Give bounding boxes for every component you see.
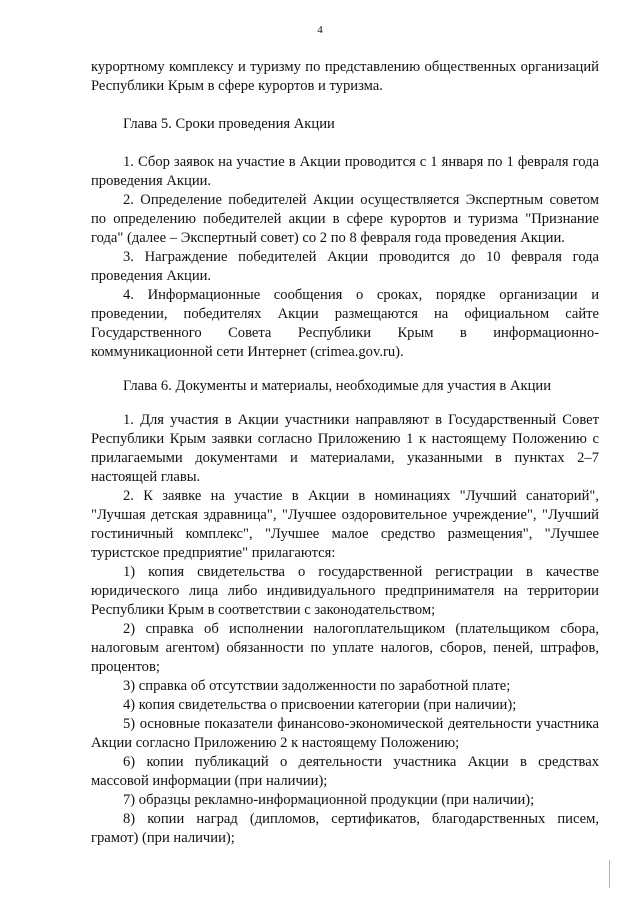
- chapter-6-item: 2. К заявке на участие в Акции в номинациях "Лучший санаторий", "Лучшая детская здравница", "Лучшее оздоровительное учреждение", "Лучший гостиничный комплекс", "Лучшее малое средство размещения", "Лучшее туристское предприятие" прилагаются:: [91, 488, 599, 561]
- intro-continuation: курортному комплексу и туризму по представлению общественных организаций Республики Крым в сфере курортов и туризма.: [91, 59, 599, 94]
- scan-edge-mark: [609, 860, 610, 888]
- chapter-5-item: 4. Информационные сообщения о сроках, порядке организации и проведении, победителях Акции размещаются на официальном сайте Государственного Совета Республики Крым в информационно-коммуникационной сети Интернет (crimea.gov.ru).: [91, 287, 599, 360]
- document-body: [91, 58, 599, 848]
- page-number: 4: [317, 24, 323, 36]
- chapter-6-subitem: 4) копия свидетельства о присвоении категории (при наличии);: [123, 697, 517, 713]
- chapter-6-subitem: 2) справка об исполнении налогоплательщиком (плательщиком сбора, налоговым агентом) обязанности по уплате налогов, сборов, пеней, штрафов, процентов;: [91, 621, 599, 675]
- chapter-6-title: Глава 6. Документы и материалы, необходимые для участия в Акции: [123, 378, 552, 394]
- chapter-6-subitem: 8) копии наград (дипломов, сертификатов, благодарственных писем, грамот) (при наличии);: [91, 811, 599, 846]
- chapter-6-subitem: 3) справка об отсутствии задолженности по заработной плате;: [123, 678, 511, 694]
- chapter-6-item: 1. Для участия в Акции участники направляют в Государственный Совет Республики Крым заявки согласно Приложению 1 к настоящему Положению с прилагаемыми документами и материалами, указанными в пунктах 2–7 настоящей главы.: [91, 412, 599, 485]
- chapter-5-item: 1. Сбор заявок на участие в Акции проводится с 1 января по 1 февраля года проведения Акции.: [91, 154, 599, 189]
- chapter-5-items: [91, 153, 599, 362]
- chapter-6-subitem: 1) копия свидетельства о государственной регистрации в качестве юридического лица либо индивидуального предпринимателя на территории Республики Крым в соответствии с законодательством;: [91, 564, 599, 618]
- chapter-6-subitem: 5) основные показатели финансово-экономической деятельности участника Акции согласно Приложению 2 к настоящему Положению;: [91, 716, 599, 751]
- chapter-5-item: 3. Награждение победителей Акции проводится до 10 февраля года проведения Акции.: [91, 249, 599, 284]
- chapter-5-title: Глава 5. Сроки проведения Акции: [123, 116, 335, 132]
- chapter-6-subitem: 6) копии публикаций о деятельности участника Акции в средствах массовой информации (при наличии);: [91, 754, 599, 789]
- chapter-6-items: [91, 411, 599, 848]
- chapter-5-item: 2. Определение победителей Акции осуществляется Экспертным советом по определению победителей акции в сфере курортов и туризма "Признание года" (далее – Экспертный совет) со 2 по 8 февраля года проведения Акции.: [91, 192, 599, 246]
- chapter-6-subitem: 7) образцы рекламно-информационной продукции (при наличии);: [123, 792, 535, 808]
